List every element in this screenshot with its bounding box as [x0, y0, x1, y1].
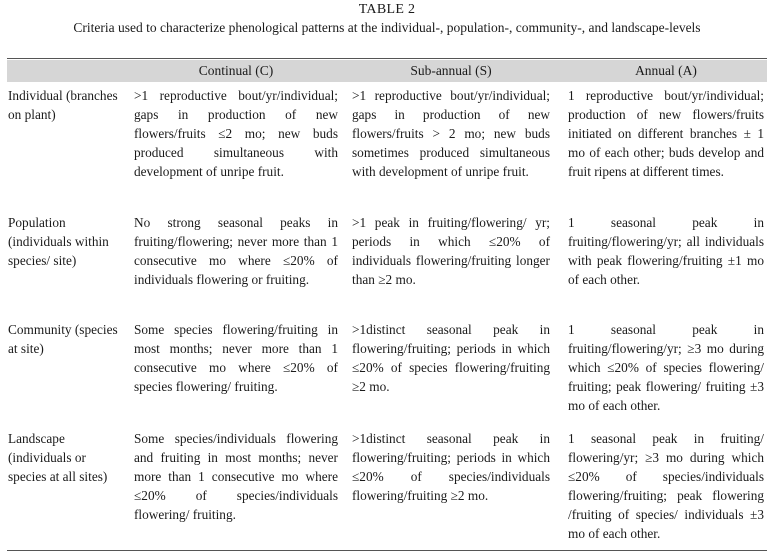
table-caption: Criteria used to characterize phenological patterns at the individual-, population-, community-, and landscape-levels	[73, 20, 701, 35]
column-header-continual: Continual (C)	[198, 63, 274, 78]
cell-community-subannual: >1distinct seasonal peak in flowering/fruiting; periods in which ≤20% of species flowering/fruiting ≥2 mo.	[352, 322, 550, 394]
cell-landscape-subannual: >1distinct seasonal peak in flowering/fruiting; periods in which ≤20% of species/individuals flowering/fruiting ≥2 mo.	[352, 431, 550, 503]
column-header-annual: Annual (A)	[635, 63, 697, 78]
bottom-rule	[7, 550, 767, 551]
cell-population-annual: 1 seasonal peak in fruiting/flowering/yr; all individuals with peak flowering/fruiting ±1 mo of each other.	[568, 215, 764, 287]
cell-population-subannual: >1 peak in fruiting/flowering/ yr; periods in which ≤20% of individuals flowering/fruiting longer than ≥2 mo.	[352, 215, 550, 287]
cell-community-continual: Some species flowering/fruiting in most months; never more than 1 consecutive mo where ≤20% of species flowering/ fruiting.	[134, 322, 338, 394]
cell-community-annual: 1 seasonal peak in fruiting/flowering/yr; ≥3 mo during which ≤20% of species flowering/ fruiting; peak flowering/ fruiting ±3 mo of each other.	[568, 322, 764, 413]
cell-landscape-continual: Some species/individuals flowering and fruiting in most months; never more than 1 consecutive mo where ≤20% of species/individuals flowering/ fruiting.	[134, 431, 338, 522]
top-rule	[7, 58, 767, 59]
cell-individual-subannual: >1 reproductive bout/yr/individual; gaps in production of new flowers/fruits > 2 mo; new buds sometimes produced simultaneous with development of unripe fruit.	[352, 88, 550, 179]
row-label-individual: Individual (branches on plant)	[8, 88, 118, 122]
cell-landscape-annual: 1 seasonal peak in fruiting/ flowering/yr; ≥3 mo during which ≤20% of species/individuals flowering/fruiting; peak flowering /fruiting of species/ individuals ±3 mo of each other.	[568, 431, 764, 541]
row-label-landscape: Landscape (individuals or species at all sites)	[8, 431, 108, 484]
cell-individual-annual: 1 reproductive bout/yr/individual; production of new flowers/fruits initiated on different branches ± 1 mo of each other; buds develop and fruit ripens at different times.	[568, 88, 764, 179]
cell-individual-continual: >1 reproductive bout/yr/individual; gaps in production of new flowers/fruits ≤2 mo; new buds produced simultaneous with development of unripe fruit.	[134, 88, 338, 179]
row-label-community: Community (species at site)	[8, 322, 118, 356]
column-header-subannual: Sub-annual (S)	[410, 63, 492, 78]
table-title: TABLE 2	[358, 2, 416, 17]
row-label-population: Population (individuals within species/ site)	[8, 215, 109, 268]
cell-population-continual: No strong seasonal peaks in fruiting/flowering; never more than 1 consecutive mo where ≤20% of individuals flowering or fruiting.	[134, 215, 338, 287]
